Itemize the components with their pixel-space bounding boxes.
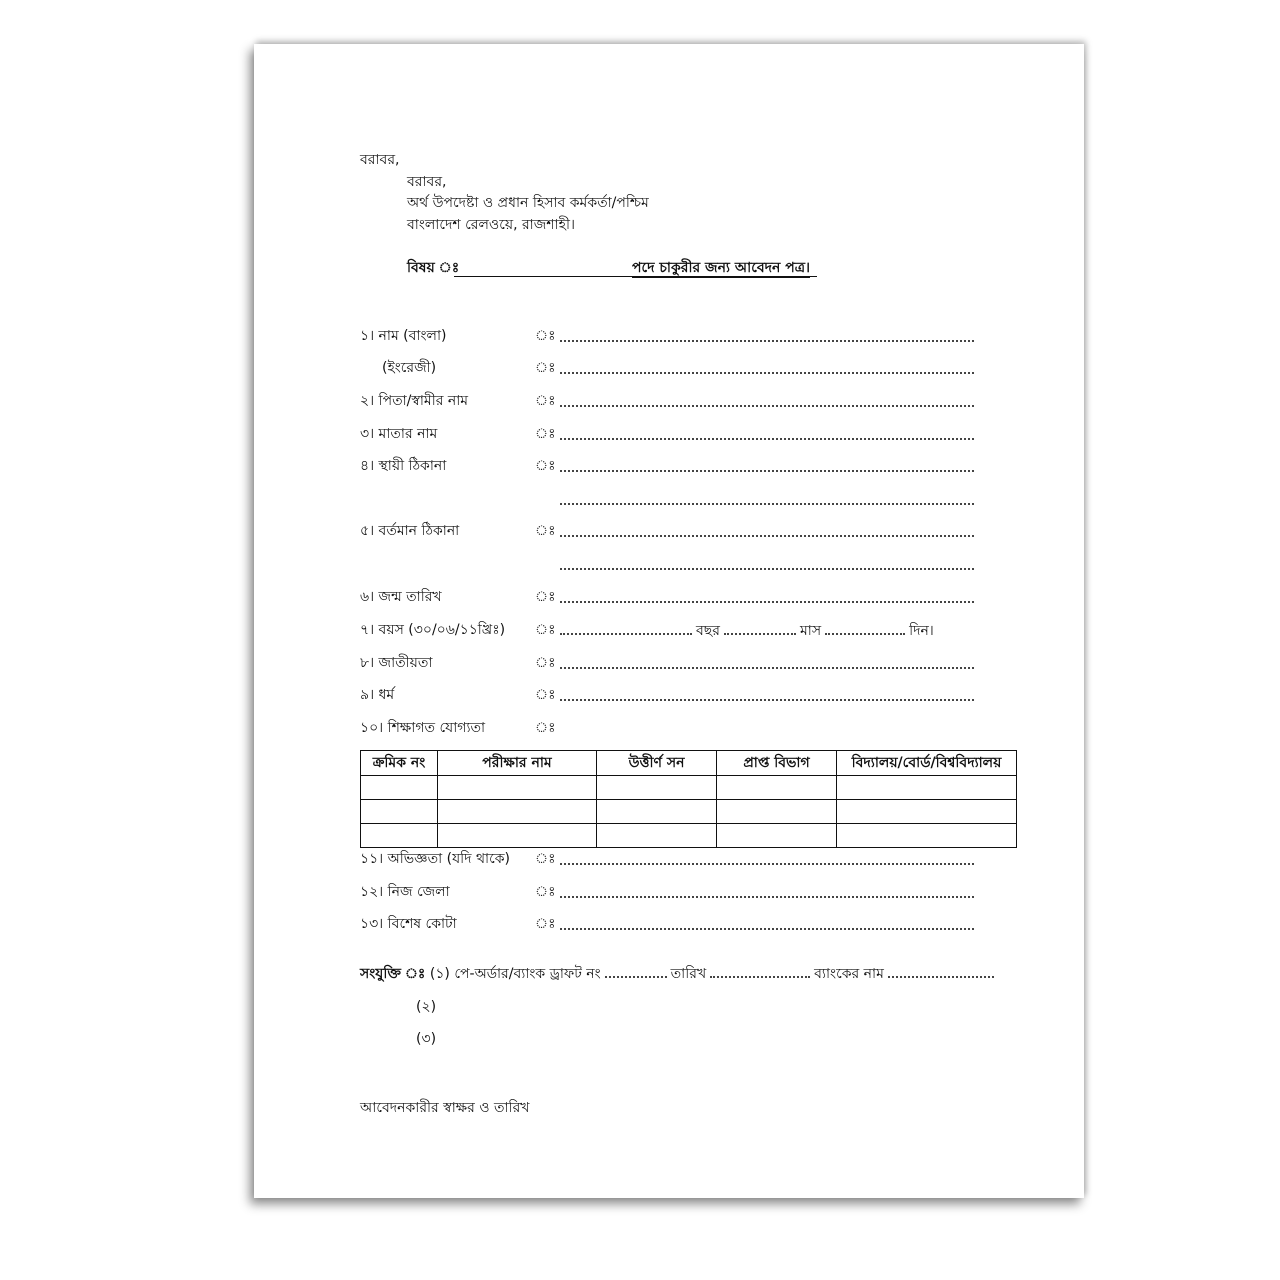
col-header-division: প্রাপ্ত বিভাগ	[717, 751, 837, 776]
education-table	[360, 750, 1017, 848]
table-cell[interactable]	[717, 824, 837, 848]
field-colon: ঃ	[535, 458, 556, 474]
salutation-top: বরাবর,	[360, 152, 400, 168]
field-colon: ঃ	[535, 655, 556, 671]
age-year-blank[interactable]	[560, 621, 692, 635]
table-cell[interactable]	[717, 776, 837, 800]
mother-blank[interactable]	[560, 422, 974, 440]
field-label-education: ১০। শিক্ষাগত যোগ্যতা	[360, 720, 486, 736]
subject-text: পদে চাকুরীর জন্য আবেদন পত্র।	[632, 260, 810, 276]
education-table-header-row	[361, 751, 1017, 776]
field-label-age: ৭। বয়স (৩০/০৬/১১খ্রিঃ)	[360, 622, 506, 638]
home-district-blank[interactable]	[560, 880, 974, 898]
field-label-experience: ১১। অভিজ্ঞতা (যদি থাকে)	[360, 851, 510, 867]
field-label-special-quota: ১৩। বিশেষ কোটা	[360, 916, 457, 932]
field-colon: ঃ	[535, 426, 556, 442]
col-header-serial: ক্রমিক নং	[361, 751, 438, 776]
religion-blank[interactable]	[560, 683, 974, 701]
attachment-bank-label: ব্যাংকের নাম	[814, 966, 884, 982]
present-address-blank-1[interactable]	[560, 519, 974, 537]
table-row	[361, 800, 1017, 824]
name-bangla-blank[interactable]	[560, 324, 974, 342]
attachment-2-number: (২)	[416, 999, 437, 1015]
age-line	[560, 621, 934, 640]
table-cell[interactable]	[438, 824, 597, 848]
salutation-to: বরাবর,	[407, 174, 447, 190]
attachments-line	[360, 964, 998, 983]
permanent-address-blank-2[interactable]	[560, 487, 974, 505]
field-label-birth-date: ৬। জন্ম তারিখ	[360, 589, 442, 605]
col-header-institution: বিদ্যালয়/বোর্ড/বিশ্ববিদ্যালয়	[837, 751, 1017, 776]
field-label-name-bangla: ১। নাম (বাংলা)	[360, 328, 447, 344]
field-label-home-district: ১২। নিজ জেলা	[360, 884, 450, 900]
age-day-blank[interactable]	[825, 621, 905, 635]
present-address-blank-2[interactable]	[560, 552, 974, 570]
field-label-mother: ৩। মাতার নাম	[360, 426, 438, 442]
col-header-exam-name: পরীক্ষার নাম	[438, 751, 597, 776]
field-colon: ঃ	[535, 523, 556, 539]
field-colon: ঃ	[535, 884, 556, 900]
subject-label: বিষয় ঃ	[407, 260, 460, 276]
attachment-3-number: (৩)	[416, 1031, 437, 1047]
name-english-blank[interactable]	[560, 356, 974, 374]
field-colon: ঃ	[535, 622, 556, 638]
table-cell[interactable]	[597, 800, 717, 824]
attachment-1-text: পে-অর্ডার/ব্যাংক ড্রাফট নং	[454, 966, 601, 982]
birth-date-blank[interactable]	[560, 585, 974, 603]
field-colon: ঃ	[535, 687, 556, 703]
table-row	[361, 776, 1017, 800]
permanent-address-blank-1[interactable]	[560, 454, 974, 472]
table-cell[interactable]	[837, 824, 1017, 848]
nationality-blank[interactable]	[560, 651, 974, 669]
table-cell[interactable]	[361, 824, 438, 848]
field-colon: ঃ	[535, 916, 556, 932]
field-colon: ঃ	[535, 720, 556, 736]
field-colon: ঃ	[535, 851, 556, 867]
table-cell[interactable]	[837, 776, 1017, 800]
field-label-present-address: ৫। বর্তমান ঠিকানা	[360, 523, 460, 539]
table-cell[interactable]	[717, 800, 837, 824]
field-label-permanent-address: ৪। স্থায়ী ঠিকানা	[360, 458, 447, 474]
experience-blank[interactable]	[560, 847, 974, 865]
field-label-name-english: (ইংরেজী)	[382, 360, 437, 376]
field-colon: ঃ	[535, 589, 556, 605]
table-cell[interactable]	[597, 824, 717, 848]
age-day-unit: দিন।	[909, 623, 934, 639]
table-cell[interactable]	[438, 800, 597, 824]
age-year-unit: বছর	[696, 623, 720, 639]
field-colon: ঃ	[535, 328, 556, 344]
draft-number-blank[interactable]	[605, 964, 667, 978]
application-form-page	[254, 44, 1084, 1198]
father-husband-blank[interactable]	[560, 389, 974, 407]
field-label-father-husband: ২। পিতা/স্বামীর নাম	[360, 393, 469, 409]
attachment-1-number: (১)	[429, 966, 450, 982]
age-month-blank[interactable]	[724, 621, 796, 635]
table-cell[interactable]	[837, 800, 1017, 824]
field-colon: ঃ	[535, 393, 556, 409]
attachment-date-label: তারিখ	[670, 966, 707, 982]
special-quota-blank[interactable]	[560, 912, 974, 930]
table-cell[interactable]	[597, 776, 717, 800]
table-row	[361, 824, 1017, 848]
table-cell[interactable]	[438, 776, 597, 800]
field-label-religion: ৯। ধর্ম	[360, 687, 395, 703]
field-colon: ঃ	[535, 360, 556, 376]
attachments-label: সংযুক্তি ঃ	[360, 966, 426, 982]
table-cell[interactable]	[361, 800, 438, 824]
recipient-designation: অর্থ উপদেষ্টা ও প্রধান হিসাব কর্মকর্তা/পশ্চিম	[407, 195, 649, 211]
field-label-nationality: ৮। জাতীয়তা	[360, 655, 433, 671]
attachment-date-blank[interactable]	[710, 964, 810, 978]
bank-name-blank[interactable]	[888, 964, 994, 978]
recipient-office: বাংলাদেশ রেলওয়ে, রাজশাহী।	[407, 217, 575, 233]
applicant-signature-label: আবেদনকারীর স্বাক্ষর ও তারিখ	[360, 1100, 530, 1116]
age-month-unit: মাস	[799, 623, 822, 639]
col-header-passing-year: উত্তীর্ণ সন	[597, 751, 717, 776]
table-cell[interactable]	[361, 776, 438, 800]
